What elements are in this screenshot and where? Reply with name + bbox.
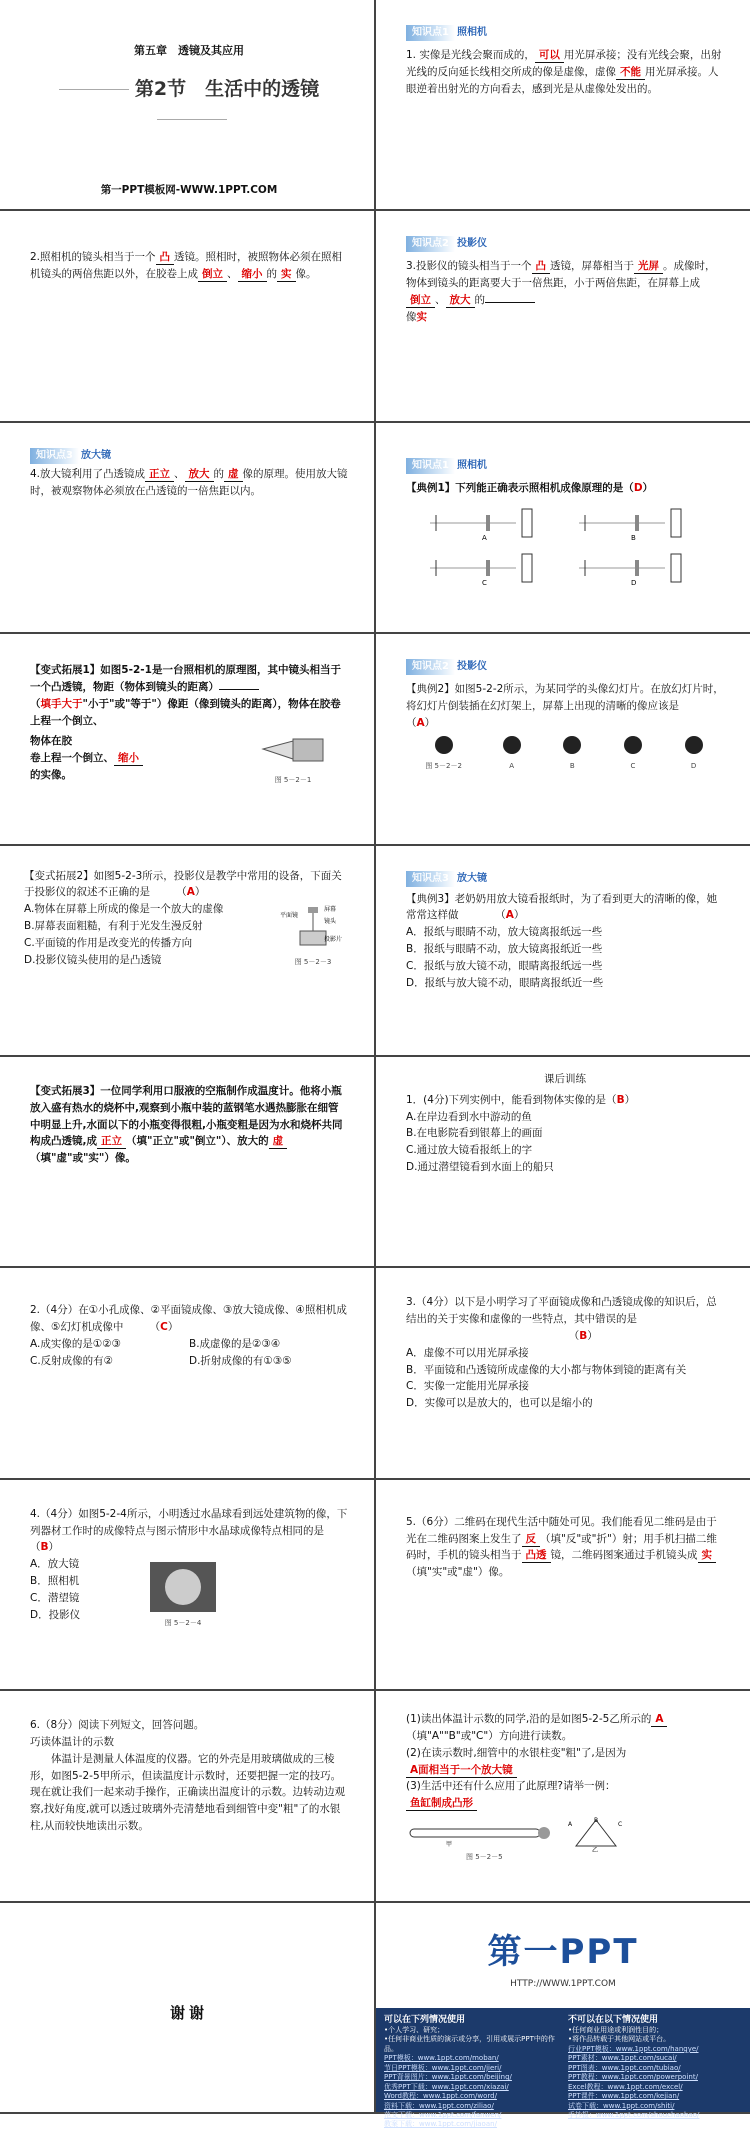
text-block: 1. 实像是光线会聚而成的， 可以 用光屏承接；没有光线会聚，出射光线的反向延长线相交所成的像是虚像，虚像 不能 用光屏承接。人眼逆着出射光的方向看去，感到光是从虚像处发出的。 xyxy=(406,49,722,95)
head-option-b: B xyxy=(561,734,583,773)
slide-knowledge-3 xyxy=(0,423,374,632)
link-item[interactable]: PPT素材：www.1ppt.com/sucai/ xyxy=(568,2054,677,2063)
slide-copyright xyxy=(376,1903,750,2129)
head-option-d: D xyxy=(683,734,705,773)
question-text: 5.（6分）二维码在现代生活中随处可见。我们能看见二维码是由于光在二维码图案上发生了 反 （填"反"或"折"）射；用手机扫描二维码时，手机的镜头相当于 凸透 镜，二维码图案通过手机镜头成 实（填"实"或"虚"）像。 xyxy=(406,1515,717,1579)
variant-body xyxy=(30,658,348,729)
option-grid xyxy=(30,1336,348,1370)
option-d: D．报纸与放大镜不动，眼睛离报纸近一些 xyxy=(406,976,604,989)
question-text: 【变式拓展3】一位同学利用口服液的空瓶制作成温度计。他将小瓶放入盛有热水的烧杯中,观察到小瓶中装的蓝钢笔水遇热膨胀在细管中明显上升,水面以下的小瓶变得很粗,小瓶变粗是因为水和烧杯共同构成凸透镜,成 正立 （填"正立"或"倒立"）、放大的 虚（填"虚"或"实"）像。 xyxy=(30,1084,343,1165)
option-list xyxy=(24,901,278,968)
passage-subtitle: 巧读体温计的示数 xyxy=(30,1735,114,1748)
link-item[interactable]: 试卷下载：www.1ppt.com/shiti/ xyxy=(568,2101,675,2110)
thanks-text: 谢谢 xyxy=(169,2003,208,2022)
question-text: 【变式拓展1】如图5-2-1是一台照相机的原理图，其中镜头相当于一个凸透镜，物距（物体到镜头的距离） （填手大于"小于"或"等于"）像距（像到镜头的距离），物体在胶卷上程一个倒立、 xyxy=(30,664,341,727)
question-text: 【典例3】老奶奶用放大镜看报纸时，为了看到更大的清晰的像，她常常这样做 （A） xyxy=(406,892,718,922)
usage-footer xyxy=(376,2008,750,2129)
slide-homework-6 xyxy=(0,1691,374,1900)
text-block: 2.照相机的镜头相当于一个 凸 透镜。照相时，被照物体必须在照相机镜头的两倍焦距以外，在胶卷上成 倒立 、 缩小 的 实 像。 xyxy=(30,251,343,281)
svg-text:投影片: 投影片 xyxy=(324,936,343,944)
text-block: 3.投影仪的镜头相当于一个 凸 透镜，屏幕相当于 光屏 。成像时，物体到镜头的距离要大于一倍焦距，小于两倍焦距，在屏幕上成倒立 、 放大 的 像实 xyxy=(406,260,716,323)
svg-text:A: A xyxy=(568,1820,573,1828)
link-item[interactable]: PPT模板：www.1ppt.com/moban/ xyxy=(384,2054,499,2063)
slide-homework-6-questions xyxy=(376,1691,750,1900)
svg-text:屏幕: 屏幕 xyxy=(324,906,337,914)
option-b: B.屏幕表面粗糙，有利于光发生漫反射 xyxy=(24,919,203,932)
head-option-c: C xyxy=(622,734,644,773)
svg-text:甲: 甲 xyxy=(446,1840,453,1848)
option-label: D xyxy=(631,579,637,588)
link-item[interactable]: 教案下载：www.1ppt.com/jiaoan/ xyxy=(384,2120,497,2129)
option-a: A.成实像的是①②③ xyxy=(30,1337,122,1350)
link-item[interactable]: PPT课件：www.1ppt.com/kejian/ xyxy=(568,2092,680,2101)
question-text: 6.（8分）阅读下列短文，回答问题。 xyxy=(30,1719,205,1732)
knowledge-header: 知识点3 放大镜 xyxy=(406,870,724,887)
slide-homework-3 xyxy=(376,1268,750,1477)
camera-diagram-a xyxy=(426,505,555,547)
link-item[interactable]: PPT背景图片：www.1ppt.com/beijing/ xyxy=(384,2073,512,2082)
question-text: 4.（4分）如图5-2-4所示，小明透过水晶球看到远处建筑物的像，下列器材工作时的成像特点与图示情形中水晶球成像特点相同的是 （B） xyxy=(30,1507,348,1554)
homework-title: 课后训练 xyxy=(544,1072,586,1085)
head-option-a: A xyxy=(501,734,523,773)
option-c: C.平面镜的作用是改变光的传播方向 xyxy=(24,936,193,949)
option-c: C.通过放大镜看报纸上的字 xyxy=(406,1144,533,1157)
link-item[interactable]: 优秀PPT下载：www.1ppt.com/xiazai/ xyxy=(384,2082,509,2091)
slide-homework-5 xyxy=(376,1480,750,1689)
question-text: 1．(4分)下列实例中，能看到物体实像的是（B） xyxy=(406,1093,636,1106)
crystal-ball-figure: 图 5－2－4 xyxy=(150,1562,216,1629)
slide-knowledge-1 xyxy=(376,0,750,209)
link-item[interactable]: PPT教程：www.1ppt.com/powerpoint/ xyxy=(568,2073,698,2082)
knowledge-header: 知识点1 照相机 xyxy=(406,24,724,41)
option-label: B xyxy=(631,533,636,542)
question-text: 2.（4分）在①小孔成像、②平面镜成像、③放大镜成像、④照相机成像、⑤幻灯机成像中 （C） xyxy=(30,1304,347,1334)
link-item[interactable]: Excel教程：www.1ppt.com/excel/ xyxy=(568,2082,683,2091)
slide-variant-3 xyxy=(0,1057,374,1266)
option-area xyxy=(30,1556,348,1629)
question-text: 【典例2】如图5-2-2所示，为某同学的头像幻灯片。在放幻灯片时，将幻灯片倒装插在幻灯架上，屏幕上出现的清晰的像应该是 （A） xyxy=(406,683,724,729)
option-d: D.投影仪镜头使用的是凸透镜 xyxy=(24,953,162,966)
camera-diagram-b xyxy=(575,505,704,547)
option-c: C．报纸与放大镜不动，眼睛离报纸远一些 xyxy=(406,959,603,972)
text-block: 4.放大镜利用了凸透镜成 正立 、 放大 的 虚 像的原理。使用放大镜时，被观察物体必须放在凸透镜的一倍焦距以内。 xyxy=(30,467,348,497)
original-head: 图 5－2－2 xyxy=(425,734,462,773)
projector-figure: 平面镜 屏幕 镜头 投影片 图 5－2－3 xyxy=(280,906,343,966)
figure-caption: 图 5－2－5 xyxy=(466,1852,503,1861)
ppt-logo: 第一PPT xyxy=(487,1931,639,1972)
thermometer-figure xyxy=(406,1816,724,1852)
link-item[interactable]: 资料下载：www.1ppt.com/ziliao/ xyxy=(384,2101,494,2110)
knowledge-header: 知识点2 投影仪 xyxy=(406,658,724,675)
option-b: B．报纸与眼睛不动，放大镜离报纸近一些 xyxy=(406,942,603,955)
chapter-title: 第五章 透镜及其应用 xyxy=(134,44,244,57)
svg-text:B: B xyxy=(594,1816,599,1824)
ppt-url[interactable]: HTTP://WWW.1PPT.COM xyxy=(510,1978,616,1989)
slide-example-2 xyxy=(376,634,750,843)
usage-forbidden: 不可以在以下情况使用 •任何商业用途或利润性目的； •将作品转载于其他网站或平台。 行业PPT模板：www.1ppt.com/hangye/ PPT素材：www.1ppt.com/sucai/ PPT图表：www.1ppt.com/tubiao/ PPT教程：www.1ppt.com/powerpoint/ Excel教程：www.1ppt.com/excel/ PPT课件：www.1ppt.com/kejian/ 试卷下载：www.1ppt.com/shiti/ 手抄报：www.1ppt.com/shouchaobao/ xyxy=(568,2014,742,2106)
camera-diagram-options xyxy=(426,505,704,593)
question-text: 【变式拓展2】如图5-2-3所示，投影仪是教学中常用的设备，下面关于投影仪的叙述不正确的是 （A） xyxy=(24,869,342,899)
usage-allowed: 可以在下列情况使用 •个人学习、研究； •任何非商业性质的演示或分享，引用或展示PPT中的作品。 PPT模板：www.1ppt.com/moban/ 节日PPT模板：www.1ppt.com/jieri/ PPT背景图片：www.1ppt.com/beijing/ 优秀PPT下载：www.1ppt.com/xiazai/ Word教程：www.1ppt.com/word/ 资料下载：www.1ppt.com/ziliao/ 范文下载：www.1ppt.com/fanwen/ 教案下载：www.1ppt.com/jiaoan/ xyxy=(384,2014,558,2106)
camera-diagram-c xyxy=(426,550,555,592)
option-d: D.通过潜望镜看到水面上的船只 xyxy=(406,1160,554,1173)
sub-question-3: (3)生活中还有什么应用了此原理?请举一例： 鱼缸制成凸形 xyxy=(406,1780,616,1810)
slide-cover xyxy=(0,0,374,209)
site-name: 第一PPT模板网-WWW.1PPT.COM xyxy=(100,184,278,197)
option-a: A．放大镜 xyxy=(30,1558,80,1571)
option-b: B.在电影院看到银幕上的画面 xyxy=(406,1127,543,1140)
option-a: A．虚像不可以用光屏承接 xyxy=(406,1346,529,1359)
slide-variant-1 xyxy=(0,634,374,843)
option-a: A.在岸边看到水中游动的鱼 xyxy=(406,1110,532,1123)
svg-text:乙: 乙 xyxy=(592,1846,599,1854)
knowledge-header: 知识点1 照相机 xyxy=(406,457,724,474)
option-d: D．投影仪 xyxy=(30,1608,81,1621)
option-label: A xyxy=(482,533,487,542)
camera-diagram-d xyxy=(575,550,704,592)
slide-homework-2 xyxy=(0,1268,374,1477)
section-title: 第2节 生活中的透镜 xyxy=(30,74,348,135)
slide-example-1 xyxy=(376,423,750,632)
option-b: B．平面镜和凸透镜所成虚像的大小都与物体到镜的距离有关 xyxy=(406,1363,687,1376)
link-item[interactable]: Word教程：www.1ppt.com/word/ xyxy=(384,2092,497,2101)
passage-body: 体温计是测量人体温度的仪器。它的外壳是用玻璃做成的三棱形，如图5-2-5甲所示，但读温度计示数时，还要把握一定的技巧。现在就让我们一起来动手操作，正确读出温度计的示数。边转动边观察,找好角度,就可以透过玻璃外壳清楚地看到细管中变"粗"了的水银柱,从而较快地读出示数。 xyxy=(30,1752,345,1832)
sub-question-2: (2)在读示数时,细管中的水银柱变"粗"了,是因为 A面相当于一个放大镜 xyxy=(406,1746,627,1776)
variant-options-area xyxy=(24,901,348,968)
option-c: C．潜望镜 xyxy=(30,1591,80,1604)
option-d: D．实像可以是放大的，也可以是缩小的 xyxy=(406,1397,593,1410)
option-c: C．实像一定能用光屏承接 xyxy=(406,1380,529,1393)
slide-example-3 xyxy=(376,846,750,1055)
link-item[interactable]: PPT图表：www.1ppt.com/tubiao/ xyxy=(568,2063,681,2072)
link-item[interactable]: 节日PPT模板：www.1ppt.com/jieri/ xyxy=(384,2063,502,2072)
question-text: 3.（4分）以下是小明学习了平面镜成像和凸透镜成像的知识后，总结出的关于实像和虚像的一些特点，其中错误的是 （B） xyxy=(406,1296,717,1342)
svg-text:C: C xyxy=(618,1820,623,1828)
slide-homework-1 xyxy=(376,1057,750,1266)
knowledge-header: 知识点2 投影仪 xyxy=(406,235,724,252)
option-c: C.反射成像的有② xyxy=(30,1354,114,1367)
slide-homework-4 xyxy=(0,1480,374,1689)
option-d: D.折射成像的有①③⑤ xyxy=(189,1354,292,1367)
svg-text:平面镜: 平面镜 xyxy=(280,912,299,920)
question-text: 【典例1】下列能正确表示照相机成像原理的是（D） xyxy=(406,481,654,494)
variant-bottom xyxy=(30,729,348,786)
option-b: B.成虚像的是②③④ xyxy=(189,1337,281,1350)
slide-camera-question xyxy=(0,211,374,420)
sub-question-1: (1)读出体温计示数的同学,沿的是如图5-2-5乙所示的 A（填"A""B"或"C"）方向进行读数。 xyxy=(406,1711,724,1745)
head-figures xyxy=(406,734,724,773)
link-item[interactable]: 范文下载：www.1ppt.com/fanwen/ xyxy=(384,2110,502,2119)
camera-figure: 图 5－2－1 xyxy=(238,729,348,786)
option-list xyxy=(30,1556,150,1629)
svg-text:镜头: 镜头 xyxy=(324,918,337,926)
slide-variant-2 xyxy=(0,846,374,1055)
link-item[interactable]: 手抄报：www.1ppt.com/shouchaobao/ xyxy=(568,2110,700,2119)
knowledge-header: 知识点3 放大镜 xyxy=(30,447,348,464)
link-item[interactable]: 行业PPT模板：www.1ppt.com/hangye/ xyxy=(568,2044,699,2053)
question-text-2: 物体在胶 卷上程一个倒立、 缩小 的实像。 xyxy=(30,733,238,783)
option-label: C xyxy=(482,579,487,588)
option-a: A.物体在屏幕上所成的像是一个放大的虚像 xyxy=(24,903,224,916)
slide-knowledge-2 xyxy=(376,211,750,420)
option-b: B．照相机 xyxy=(30,1574,80,1587)
slide-thanks xyxy=(0,1903,374,2112)
option-a: A．报纸与眼睛不动，放大镜离报纸远一些 xyxy=(406,926,603,939)
